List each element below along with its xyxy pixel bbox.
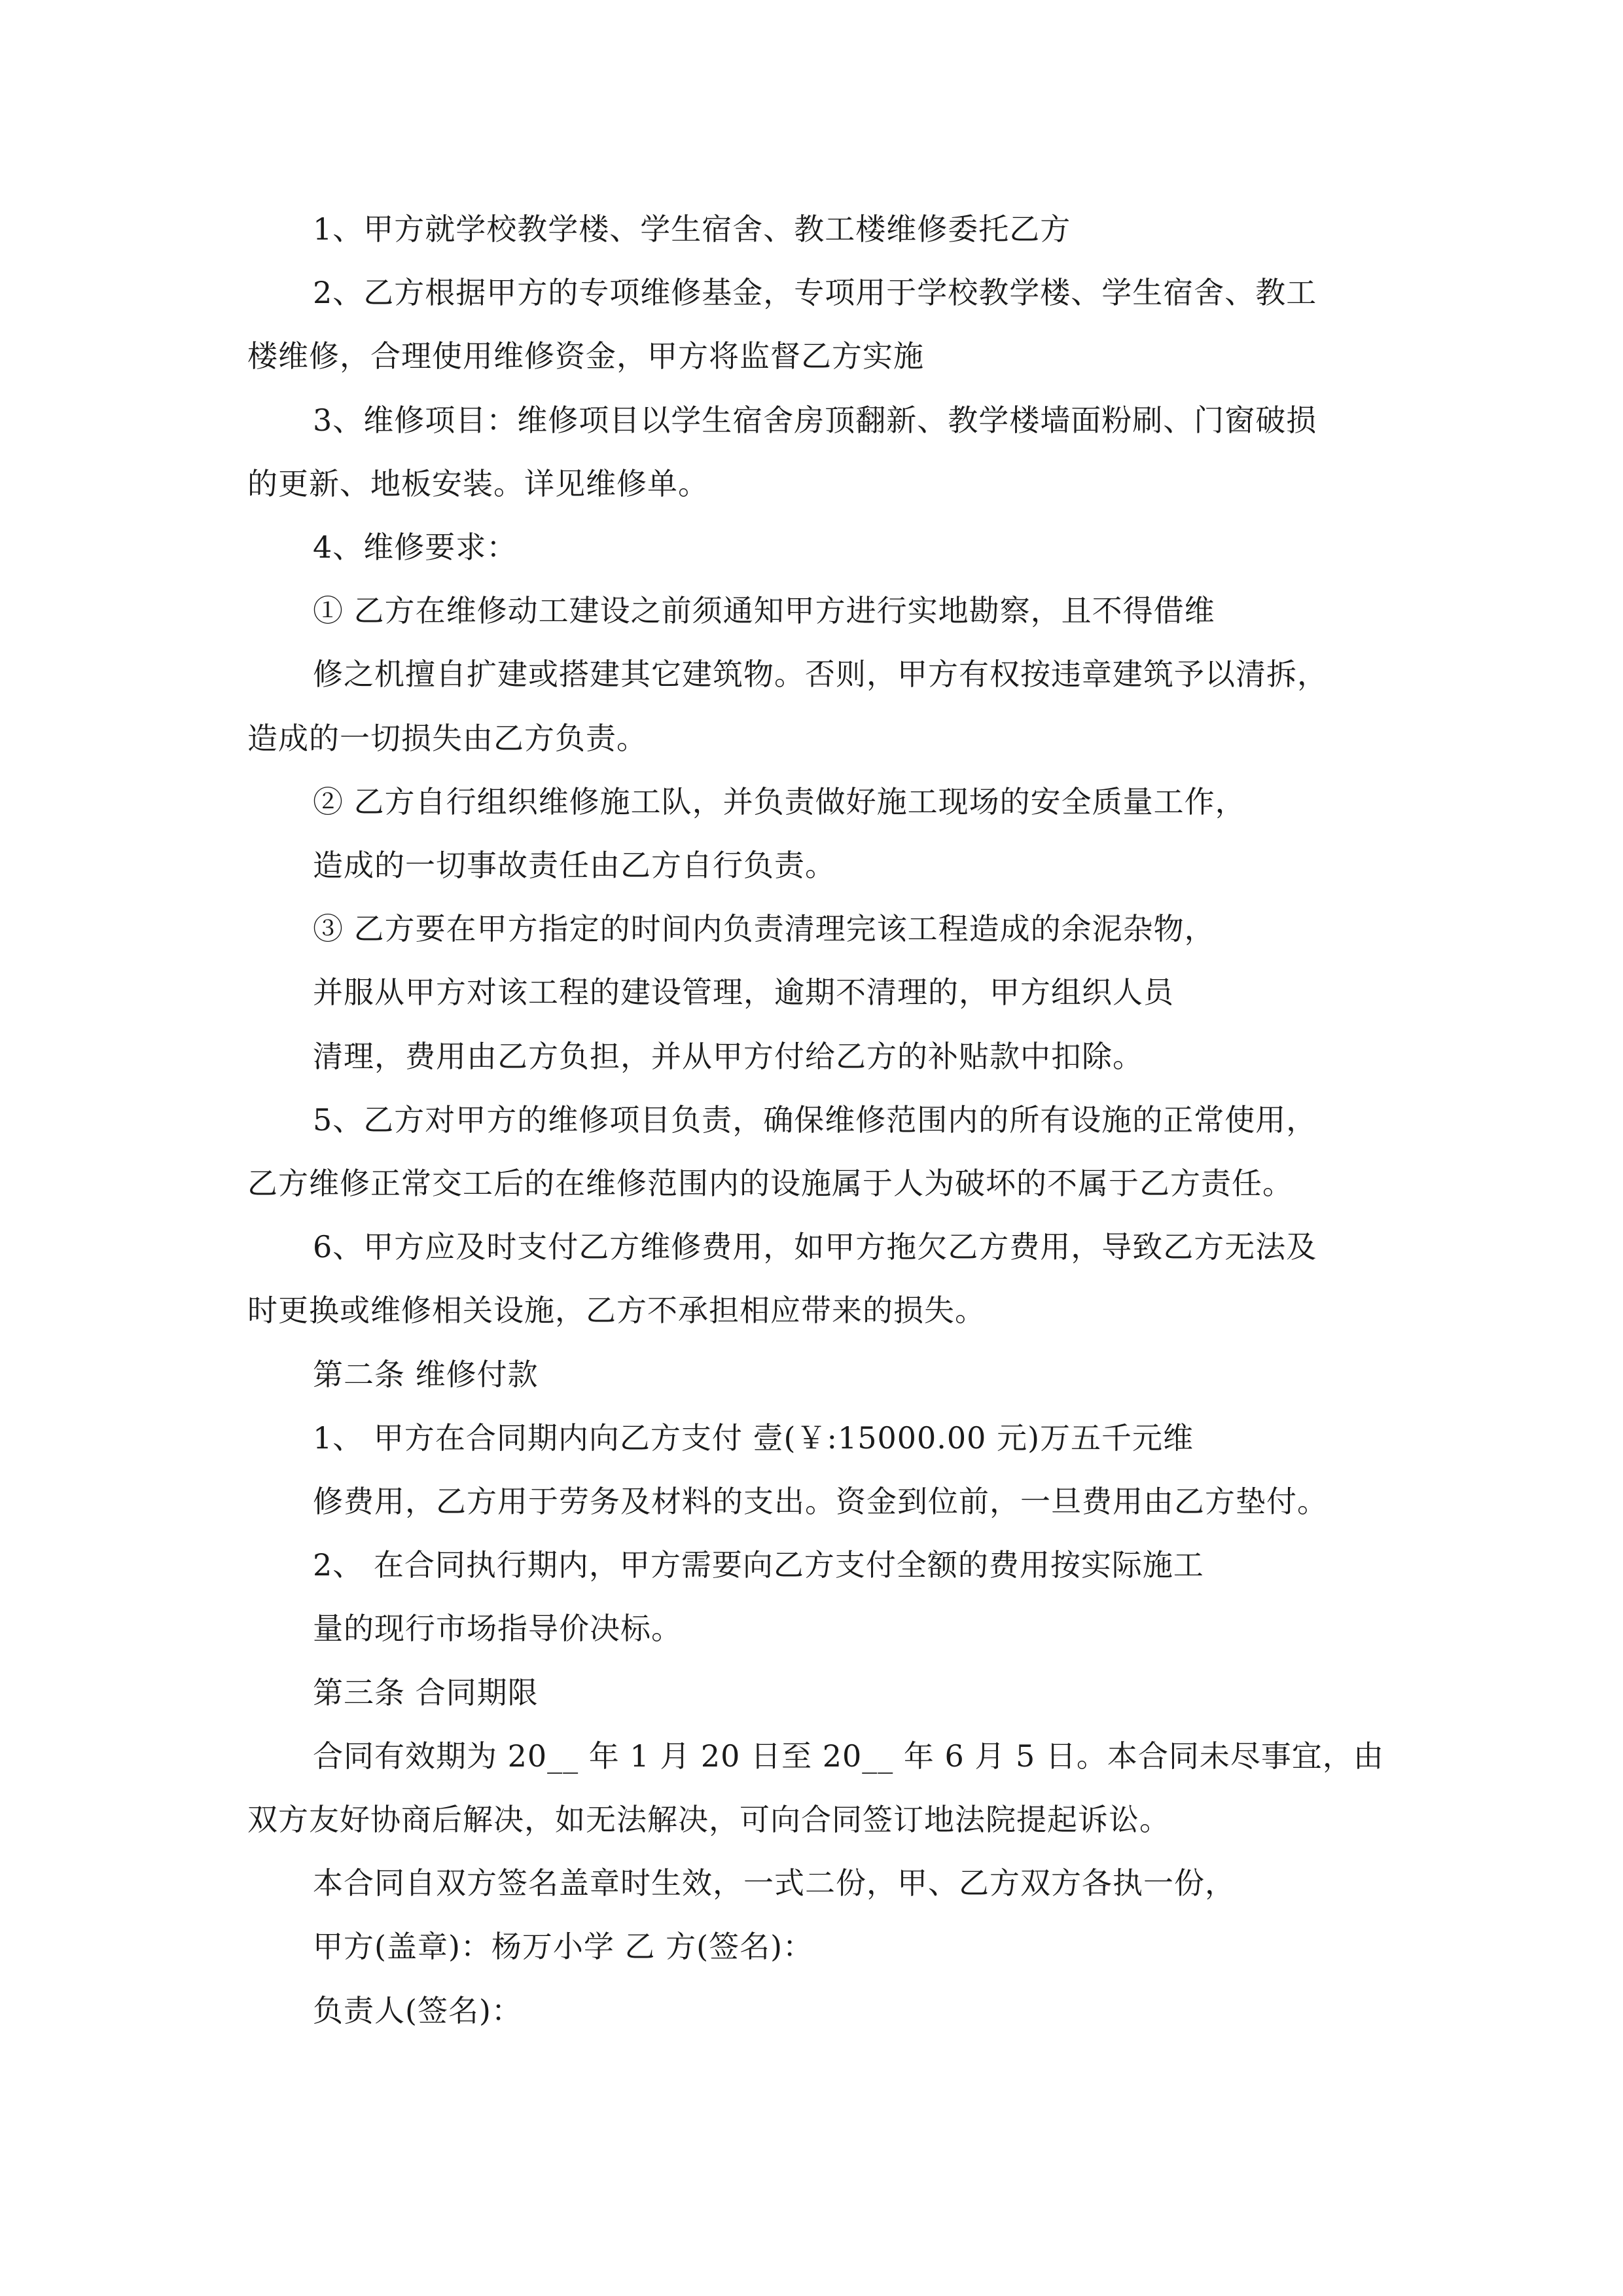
text-line: 修之机擅自扩建或搭建其它建筑物。否则，甲方有权按违章建筑予以清拆， bbox=[313, 656, 1328, 692]
text-line: 5、乙方对甲方的维修项目负责，确保维修范围内的所有设施的正常使用， bbox=[313, 1102, 1317, 1138]
text-line: 2、 在合同执行期内，甲方需要向乙方支付全额的费用按实际施工 bbox=[313, 1547, 1204, 1583]
text-line: 1、甲方就学校教学楼、学生宿舍、教工楼维修委托乙方 bbox=[313, 211, 1071, 247]
signature-line: 负责人(签名)： bbox=[313, 1993, 522, 2028]
text-line: 3、维修项目：维修项目以学生宿舍房顶翻新、教学楼墙面粉刷、门窗破损 bbox=[313, 403, 1317, 438]
text-line: 6、甲方应及时支付乙方维修费用，如甲方拖欠乙方费用，导致乙方无法及 bbox=[313, 1229, 1317, 1265]
text-line: 乙方维修正常交工后的在维修范围内的设施属于人为破坏的不属于乙方责任。 bbox=[247, 1166, 1293, 1201]
text-line: 双方友好协商后解决，如无法解决，可向合同签订地法院提起诉讼。 bbox=[247, 1802, 1170, 1837]
text-line: 楼维修，合理使用维修资金，甲方将监督乙方实施 bbox=[247, 338, 924, 374]
text-line: 1、 甲方在合同期内向乙方支付 壹(￥:15000.00 元)万五千元维 bbox=[313, 1420, 1194, 1456]
text-line: 4、维修要求： bbox=[313, 529, 518, 565]
text-line: 修费用，乙方用于劳务及材料的支出。资金到位前，一旦费用由乙方垫付。 bbox=[313, 1484, 1328, 1519]
text-line: ① 乙方在维修动工建设之前须通知甲方进行实地勘察，且不得借维 bbox=[313, 593, 1215, 628]
text-line: 量的现行市场指导价决标。 bbox=[313, 1611, 682, 1646]
signature-line: 甲方(盖章)：杨万小学 乙 方(签名)： bbox=[313, 1929, 814, 1964]
text-line: 造成的一切事故责任由乙方自行负责。 bbox=[313, 848, 836, 883]
text-line: 2、乙方根据甲方的专项维修基金，专项用于学校教学楼、学生宿舍、教工 bbox=[313, 275, 1317, 310]
text-line: 的更新、地板安装。详见维修单。 bbox=[247, 466, 709, 501]
text-line: 时更换或维修相关设施，乙方不承担相应带来的损失。 bbox=[247, 1293, 986, 1328]
section-heading: 第二条 维修付款 bbox=[313, 1357, 539, 1392]
section-heading: 第三条 合同期限 bbox=[313, 1675, 539, 1710]
text-line: 本合同自双方签名盖章时生效，一式二份，甲、乙方双方各执一份， bbox=[313, 1865, 1236, 1901]
text-line: 合同有效期为 20__ 年 1 月 20 日至 20__ 年 6 月 5 日。本合同未尽事宜，由 bbox=[313, 1738, 1384, 1774]
text-line: ③ 乙方要在甲方指定的时间内负责清理完该工程造成的余泥杂物， bbox=[313, 911, 1215, 946]
text-line: 造成的一切损失由乙方负责。 bbox=[247, 721, 647, 756]
text-line: 并服从甲方对该工程的建设管理，逾期不清理的，甲方组织人员 bbox=[313, 975, 1174, 1010]
text-line: 清理，费用由乙方负担，并从甲方付给乙方的补贴款中扣除。 bbox=[313, 1039, 1143, 1074]
text-line: ② 乙方自行组织维修施工队，并负责做好施工现场的安全质量工作， bbox=[313, 784, 1246, 819]
